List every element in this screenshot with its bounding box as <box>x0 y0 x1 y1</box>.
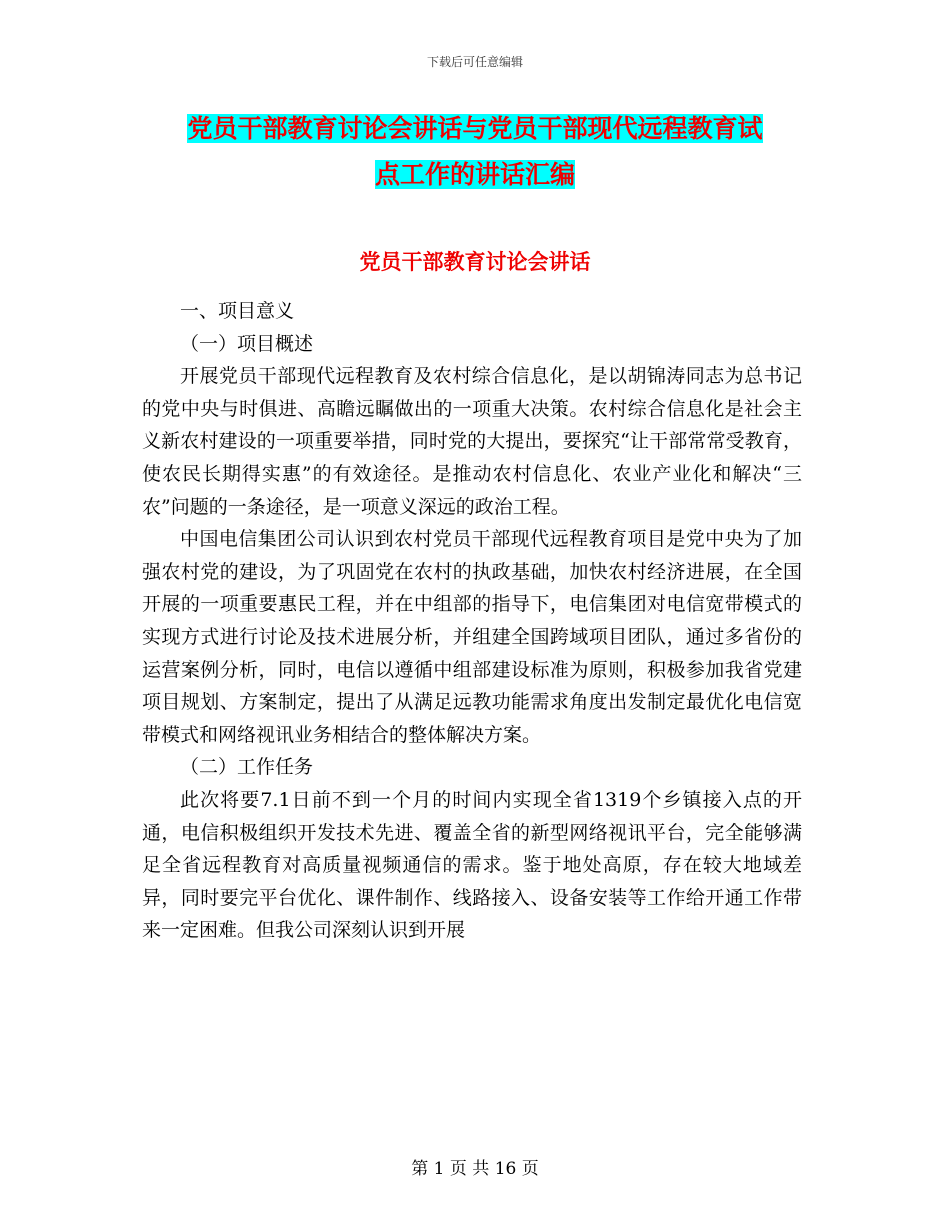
document-title-line2: 点工作的讲话汇编 <box>374 160 575 189</box>
document-title-line1: 党员干部教育讨论会讲话与党员干部现代远程教育试 <box>187 114 763 143</box>
subheading-project-overview: （一）项目概述 <box>180 332 314 355</box>
heading-project-significance: 一、项目意义 <box>180 300 295 322</box>
paragraph: 中国电信集团公司认识到农村党员干部现代远程教育项目是党中央为了加强农村党的建设，为了巩固党在农村的执政基础，加快农村经济进展，在全国开展的一项重要惠民工程，并在中组部的指导下，电信集团对电信宽带模式的实现方式进行讨论及技术进展分析，并组建全国跨域项目团队，通过多省份的运营案例分析，同时，电信以遵循中组部建设标准为原则，积极参加我省党建项目规划、方案制定，提出了从满足远教功能需求角度出发制定最优化电信宽带模式和网络视讯业务相结合的整体解决方案。 <box>142 528 802 746</box>
subheading-work-tasks: （二）工作任务 <box>180 756 314 779</box>
document-body <box>142 295 802 947</box>
paragraph: 开展党员干部现代远程教育及农村综合信息化，是以胡锦涛同志为总书记的党中央与时俱进、高瞻远瞩做出的一项重大决策。农村综合信息化是社会主义新农村建设的一项重要举措，同时党的大提出，要探究“让干部常常受教育，使农民长期得实惠”的有效途径。是推动农村信息化、农业产业化和解决“三农”问题的一条途径，是一项意义深远的政治工程。 <box>142 365 802 518</box>
section-title: 党员干部教育讨论会讲话 <box>359 249 591 274</box>
paragraph: 此次将要7.1日前不到一个月的时间内实现全省1319个乡镇接入点的开通，电信积极组织开发技术先进、覆盖全省的新型网络视讯平台，完全能够满足全省远程教育对高质量视频通信的需求。鉴于地处高原，存在较大地域差异，同时要完平台优化、课件制作、线路接入、设备安装等工作给开通工作带来一定困难。但我公司深刻认识到开展 <box>142 788 802 942</box>
page-number-footer: 第 1 页 共 16 页 <box>411 1159 539 1179</box>
header-note: 下载后可任意编辑 <box>426 55 523 69</box>
document-title <box>140 106 810 198</box>
